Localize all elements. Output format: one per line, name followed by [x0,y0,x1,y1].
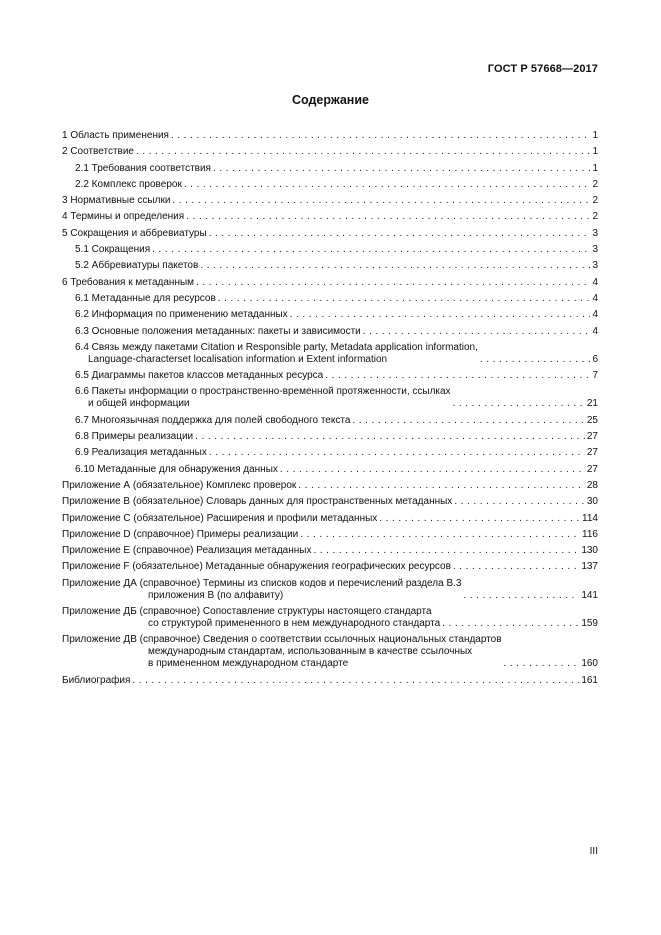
toc-entry-title [75,386,451,410]
toc-entry-page: 7 [592,370,598,382]
toc-entry-title-line: со структурой примененного в нем международного стандарта [148,618,441,630]
leader-dots [453,561,579,573]
toc-entry-title-line: 6.4 Связь между пакетами Citation и Responsible party, Metadata application information, [75,341,478,353]
toc-entry-title-line: Приложение ДБ (справочное) Сопоставление структуры настоящего стандарта [62,606,432,618]
leader-dots [313,545,579,557]
toc-entry-page: 28 [586,479,598,491]
toc-entry[interactable] [62,211,598,223]
toc-entry[interactable] [62,578,598,602]
toc-entry[interactable] [62,370,598,382]
toc-entry-page: 3 [592,227,598,239]
leader-dots [442,618,579,630]
toc-entry[interactable] [62,415,598,427]
toc-entry-title-line: международным стандартам, использованным в качестве ссылочных [148,646,473,658]
toc-heading: Содержание [291,93,369,107]
table-of-contents [62,130,598,691]
toc-entry-title-line: Language-characterset localisation information и Extent information [88,353,388,365]
toc-entry-page: 137 [581,561,598,573]
leader-dots [195,431,585,443]
toc-entry[interactable] [62,447,598,459]
leader-dots [363,326,591,338]
toc-entry-page: 30 [586,496,598,508]
leader-dots [280,464,585,476]
leader-dots [352,415,584,427]
toc-entry-title: 2 Соответствие [62,146,134,158]
toc-entry-page: 25 [586,414,598,426]
toc-entry-page: 1 [592,146,598,158]
leader-dots [480,354,591,366]
toc-entry[interactable] [62,496,598,508]
toc-entry-title: 2.1 Требования соответствия [75,162,211,174]
toc-entry-page: 141 [581,589,598,601]
toc-entry[interactable] [62,309,598,321]
toc-entry-page: 27 [586,431,598,443]
toc-entry-page: 2 [592,178,598,190]
toc-entry-title: Приложение С (обязательное) Расширения и профили метаданных [62,512,378,524]
toc-entry-page: 116 [582,528,598,540]
toc-entry[interactable] [62,480,598,492]
toc-entry-title: 5.1 Сокращения [75,244,151,256]
leader-dots [186,211,590,223]
toc-entry[interactable] [62,675,598,687]
toc-entry-title: 6.7 Многоязычная поддержка для полей свободного текста [75,414,351,426]
toc-entry-title: Приложение А (обязательное) Комплекс проверок [62,479,297,491]
toc-entry-title-line: в примененном международном стандарте [148,658,349,670]
toc-entry-page: 27 [586,463,598,475]
toc-entry-title: Приложение F (обязательное) Метаданные обнаружения географических ресурсов [62,561,451,573]
toc-entry-page: 4 [592,325,598,337]
leader-dots [463,590,579,602]
toc-entry-page: 1 [592,162,598,174]
leader-dots [454,496,585,508]
leader-dots [218,293,591,305]
leader-dots [200,260,590,272]
toc-entry-title: 6.5 Диаграммы пакетов классов метаданных ресурса [75,370,324,382]
toc-entry-page: 161 [581,674,598,686]
toc-entry-title: 6.3 Основные положения метаданных: пакеты и зависимости [75,325,361,337]
leader-dots [136,146,590,158]
toc-entry[interactable] [62,260,598,272]
toc-entry-title [62,634,502,670]
toc-entry-title: 6.9 Реализация метаданных [75,447,207,459]
toc-entry[interactable] [62,195,598,207]
toc-entry-title: 6.10 Метаданные для обнаружения данных [75,463,278,475]
toc-entry-title: Приложение D (справочное) Примеры реализации [62,528,299,540]
toc-entry-page: 2 [592,211,598,223]
leader-dots [209,228,591,240]
toc-entry[interactable] [62,277,598,289]
toc-entry[interactable] [62,228,598,240]
leader-dots [152,244,590,256]
toc-entry-title-line: приложения В (по алфавиту) [148,589,284,601]
toc-entry[interactable] [62,326,598,338]
toc-entry-title: 6.1 Метаданные для ресурсов [75,292,216,304]
toc-entry-title-line: Приложение ДВ (справочное) Сведения о соответствии ссылочных национальных стандартов [62,634,502,646]
toc-entry-title-line: и общей информации [88,398,190,410]
toc-entry-page: 6 [592,353,598,365]
leader-dots [325,370,590,382]
toc-entry[interactable] [62,244,598,256]
toc-entry[interactable] [62,293,598,305]
toc-entry[interactable] [62,163,598,175]
toc-entry[interactable] [62,634,598,670]
toc-entry[interactable] [62,431,598,443]
leader-dots [379,513,580,525]
toc-entry-page: 3 [592,260,598,272]
toc-entry[interactable] [62,561,598,573]
toc-entry-title: 1 Область применения [62,130,169,141]
leader-dots [184,179,591,191]
toc-entry-title [75,342,478,366]
toc-entry-title: Библиография [62,674,131,686]
toc-entry[interactable] [62,386,598,410]
toc-entry-title: 5 Сокращения и аббревиатуры [62,227,207,239]
toc-entry-title: 5.2 Аббревиатуры пакетов [75,260,199,272]
toc-entry[interactable] [62,606,598,630]
toc-entry[interactable] [62,529,598,541]
leader-dots [453,398,585,410]
toc-entry[interactable] [62,513,598,525]
toc-entry[interactable] [62,146,598,158]
leader-dots [209,447,585,459]
leader-dots [172,195,590,207]
toc-entry-page: 21 [586,398,598,410]
toc-entry-title: 6.8 Примеры реализации [75,431,194,443]
toc-entry[interactable] [62,342,598,366]
toc-entry-page: 159 [581,618,598,630]
toc-entry-page: 4 [592,292,598,304]
leader-dots [196,277,590,289]
toc-entry-title: 3 Нормативные ссылки [62,195,171,207]
toc-entry[interactable] [62,179,598,191]
toc-entry[interactable] [62,545,598,557]
toc-entry-title-line: 6.6 Пакеты информации о пространственно-временной протяженности, ссылках [75,386,451,398]
leader-dots [132,675,579,687]
toc-entry-page: 27 [586,447,598,459]
toc-entry[interactable] [62,130,598,142]
standard-designation: ГОСТ Р 57668—2017 [487,63,598,75]
toc-entry[interactable] [62,464,598,476]
toc-entry-page: 3 [592,244,598,256]
toc-entry-title: 2.2 Комплекс проверок [75,178,182,190]
toc-entry-page: 4 [592,309,598,321]
toc-entry-page: 1 [592,130,598,141]
leader-dots [298,480,585,492]
leader-dots [300,529,580,541]
toc-entry-title: 4 Термины и определения [62,211,185,223]
toc-entry-page: 4 [592,276,598,288]
page-number: III [589,846,598,857]
toc-entry-page: 160 [581,658,598,670]
leader-dots [504,658,580,670]
toc-entry-page: 2 [592,195,598,207]
toc-entry-page: 114 [582,512,598,524]
toc-entry-page: 130 [581,545,598,557]
toc-entry-title: Приложение В (обязательное) Словарь данных для пространственных метаданных [62,496,453,508]
toc-entry-title [62,578,461,602]
leader-dots [171,130,590,142]
leader-dots [213,163,590,175]
toc-entry-title-line: Приложение ДА (справочное) Термины из списков кодов и перечислений раздела В.3 [62,577,462,589]
toc-entry-title: 6.2 Информация по применению метаданных [75,309,288,321]
toc-entry-title [62,606,440,630]
toc-entry-title: Приложение Е (справочное) Реализация метаданных [62,545,312,557]
toc-entry-title: 6 Требования к метаданным [62,276,195,288]
leader-dots [290,309,591,321]
